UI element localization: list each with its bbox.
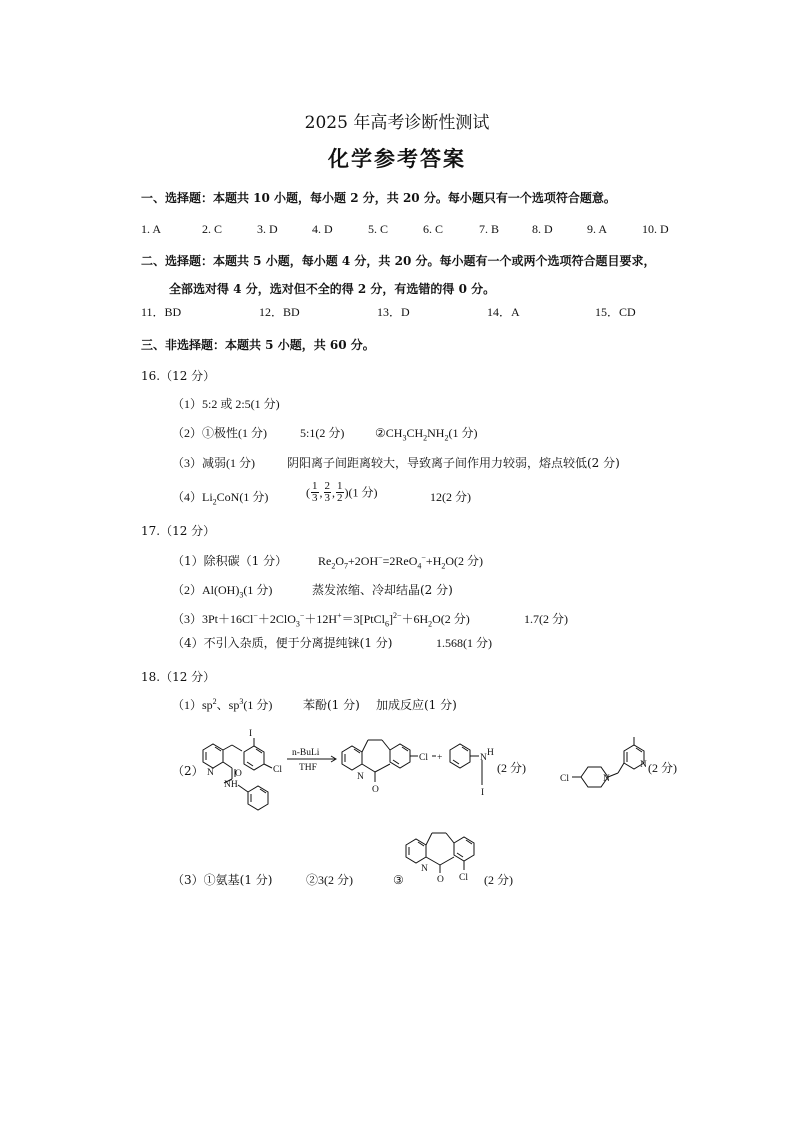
answer-item: 15．CD: [595, 305, 636, 319]
q17-part2-a: $(2)Al(OH)_3(1$ 分): [172, 583, 273, 600]
answer-item: 10. D: [642, 222, 669, 236]
q18-part3-b: ②3(2 分): [306, 873, 353, 887]
q16-part4-coordinates: ( $\frac{1}{3}$ , $\frac{2}{3}$ , $\frac{1}{2}$ )(1 分): [306, 480, 378, 504]
atom-label: NH: [224, 780, 238, 790]
atom-label: I: [249, 729, 253, 739]
q16-part3-a: （3）减弱(1 分): [172, 456, 255, 470]
atom-label: O: [372, 785, 379, 795]
fraction: $\frac{2}{3}$: [324, 480, 330, 504]
atom-label: Cl: [560, 774, 569, 784]
atom-label: N: [480, 753, 487, 763]
atom-label: N: [640, 760, 647, 770]
atom-label: I: [481, 788, 485, 798]
answer-item: 9. A: [587, 222, 608, 236]
q17-title: 17.（12 分）: [141, 524, 216, 538]
atom-label: H: [487, 748, 494, 758]
q16-part4-a: $(4)Li_2CoN(1$ 分): [172, 490, 269, 507]
section1-heading: 一、选择题：本题共 10 小题，每小题 2 分，共 20 分。每小题只有一个选项符合题意。: [141, 191, 616, 205]
answer-item: 5. C: [368, 222, 389, 236]
q16-part4-c: 12(2 分): [430, 490, 471, 504]
fraction: $\frac{1}{2}$: [337, 480, 343, 504]
atom-label: O: [437, 875, 444, 885]
q18-part1-b: 苯酚(1 分): [303, 698, 360, 712]
q16-part2-a: （2）①极性(1 分): [172, 426, 267, 440]
q17-part2-b: 蒸发浓缩、冷却结晶(2 分): [312, 583, 453, 597]
atom-label: N: [603, 774, 610, 784]
answer-item: 1. A: [141, 222, 162, 236]
atom-label: N: [207, 768, 214, 778]
atom-label: Cl: [459, 873, 468, 883]
answer-item: 6. C: [423, 222, 444, 236]
answer-item: 7. B: [479, 222, 500, 236]
answer-item: 14．A: [487, 305, 520, 319]
section2-heading-line2: 全部选对得 4 分，选对但不全的得 2 分，有选错的得 0 分。: [169, 282, 496, 296]
page-title: 2025 年高考诊断性测试: [304, 113, 490, 133]
answer-item: 12．BD: [259, 305, 300, 319]
atom-label: Cl: [273, 765, 282, 775]
q16-part1: （1）5:2 或 2:5(1 分): [172, 397, 280, 411]
q16-part2-c: $②CH_3CH_2NH_2(1$ 分): [375, 426, 478, 443]
q17-part1-a: （1）除积碳（1 分）: [172, 554, 288, 568]
atom-label: Cl: [419, 753, 428, 763]
q17-part4-b: 1.568(1 分): [436, 636, 492, 650]
q16-part2-b: 5:1(2 分): [300, 426, 345, 440]
answer-item: 8. D: [532, 222, 553, 236]
q18-part2-label: （2）: [172, 764, 204, 778]
part3-tricyclic-structure: [406, 833, 474, 873]
q18-part1-a: $(1)sp^2$、$sp^3(1$ 分): [172, 697, 273, 712]
plus-sign: +: [437, 753, 443, 763]
q18-part1-c: 加成反应(1 分): [376, 698, 457, 712]
section2-heading-line1: 二、选择题：本题共 5 小题，每小题 4 分，共 20 分。每小题有一个或两个选项符合题目要求，: [141, 254, 656, 268]
q17-part3-b: 1.7(2 分): [524, 612, 568, 626]
q17-part3-a: $(3)3Pt+16Cl^-+2ClO_3^-+12H^+=3[PtCl_6]^{2-}+6H_2O(2$ 分): [172, 611, 470, 629]
fraction: $\frac{1}{3}$: [312, 480, 318, 504]
q17-part1-b: $Re_2O_7+2OH^-=2ReO_4^-+H_2O(2$ 分): [318, 553, 484, 571]
answer-item: 3. D: [257, 222, 278, 236]
atom-label: N: [421, 864, 428, 874]
q16-title: 16.（12 分）: [141, 369, 216, 383]
answer-item: 4. D: [312, 222, 333, 236]
answer-item: 11．BD: [141, 305, 182, 319]
reagent-bottom: THF: [299, 763, 317, 773]
product-iodoaniline: [450, 744, 482, 785]
q16-part3-b: 阴阳离子间距离较大，导致离子间作用力较弱，熔点较低(2 分): [287, 456, 620, 470]
answer-item: 13．D: [377, 305, 410, 319]
q17-part4-a: （4）不引入杂质，便于分离提纯铼(1 分): [172, 636, 393, 650]
q18-title: 18.（12 分）: [141, 670, 216, 684]
score-label: (2 分): [648, 761, 677, 775]
q18-part3-score: (2 分): [484, 873, 513, 887]
q18-part3-a: （3）①氨基(1 分): [172, 873, 273, 887]
score-label: (2 分): [497, 761, 526, 775]
atom-label: N: [357, 772, 364, 782]
answer-item: 2. C: [202, 222, 223, 236]
section3-heading: 三、非选择题：本题共 5 小题，共 60 分。: [141, 338, 375, 352]
page-subtitle: 化学参考答案: [328, 146, 466, 171]
atom-label: O: [235, 769, 242, 779]
reagent-top: n-BuLi: [292, 748, 320, 758]
q18-part3-c: ③: [393, 873, 404, 887]
